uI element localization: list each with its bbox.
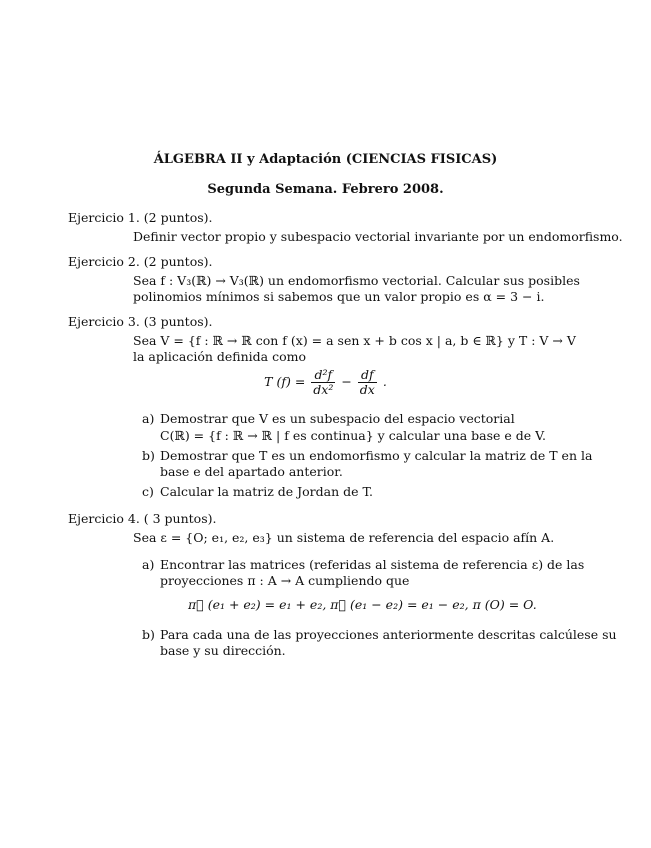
exercise-4-item-a-line-1: Encontrar las matrices (referidas al sistema de referencia ε) de las <box>160 557 585 572</box>
exercise-1-text: Definir vector propio y subespacio vectorial invariante por un endomorfismo. <box>133 229 623 244</box>
exercise-4-item-b-line-1: Para cada una de las proyecciones anteriormente descritas calcúlese su <box>160 627 617 642</box>
exercise-4-item-b-line-2: base y su dirección. <box>160 643 286 658</box>
exercise-2-text-line-1: Sea f : V₃(ℝ) → V₃(ℝ) un endomorfismo vectorial. Calcular sus posibles <box>133 273 580 288</box>
exercise-3-item-c-line-1: Calcular la matriz de Jordan de T. <box>160 484 373 499</box>
exercise-3-formula <box>0 368 651 397</box>
exercise-2-heading: Ejercicio 2. (2 puntos). <box>68 254 213 269</box>
exercise-4-heading: Ejercicio 4. ( 3 puntos). <box>68 511 217 526</box>
fraction-numerator: df <box>358 368 377 383</box>
formula-lhs: T (f) = <box>264 374 306 389</box>
exercise-3-item-b-label: b) <box>142 448 155 463</box>
exercise-3-item-a-label: a) <box>142 411 155 426</box>
exercise-3-item-a-line-2: C(ℝ) = {f : ℝ → ℝ | f es continua} y calcular una base e de V. <box>160 428 546 443</box>
fraction-second-derivative <box>311 368 335 397</box>
formula-end: . <box>382 374 387 389</box>
exercise-4-item-a-line-2: proyecciones π : A → A cumpliendo que <box>160 573 410 588</box>
exercise-3-item-c-label: c) <box>142 484 154 499</box>
formula-operator: − <box>341 374 352 389</box>
exercise-3-text-line-1: Sea V = {f : ℝ → ℝ con f (x) = a sen x + b cos x | a, b ∈ ℝ} y T : V → V <box>133 333 576 348</box>
fraction-numerator: d²f <box>311 368 335 383</box>
fraction-denominator: dx <box>359 382 375 397</box>
exercise-3-item-b-line-2: base e del apartado anterior. <box>160 464 343 479</box>
exam-subtitle: Segunda Semana. Febrero 2008. <box>207 182 444 197</box>
exercise-4-text: Sea ε = {O; e₁, e₂, e₃} un sistema de referencia del espacio afín A. <box>133 530 555 545</box>
exercise-3-item-b-line-1: Demostrar que T es un endomorfismo y calcular la matriz de T en la <box>160 448 593 463</box>
exercise-4-item-b-label: b) <box>142 627 155 642</box>
exercise-2-text-line-2: polinomios mínimos si sabemos que un valor propio es α = 3 − i. <box>133 289 545 304</box>
exercise-3-text-line-2: la aplicación definida como <box>133 349 306 364</box>
exercise-4-item-a-label: a) <box>142 557 155 572</box>
exam-title: ÁLGEBRA II y Adaptación (CIENCIAS FISICAS) <box>153 152 498 167</box>
fraction-denominator: dx² <box>313 382 334 397</box>
exercise-4-formula: π⃗ (e₁ + e₂) = e₁ + e₂, π⃗ (e₁ − e₂) = e₁ − e₂, π (O) = O. <box>188 597 537 612</box>
fraction-first-derivative <box>358 368 377 397</box>
exercise-3-item-a-line-1: Demostrar que V es un subespacio del espacio vectorial <box>160 411 515 426</box>
exercise-1-heading: Ejercicio 1. (2 puntos). <box>68 210 213 225</box>
exercise-3-heading: Ejercicio 3. (3 puntos). <box>68 314 213 329</box>
